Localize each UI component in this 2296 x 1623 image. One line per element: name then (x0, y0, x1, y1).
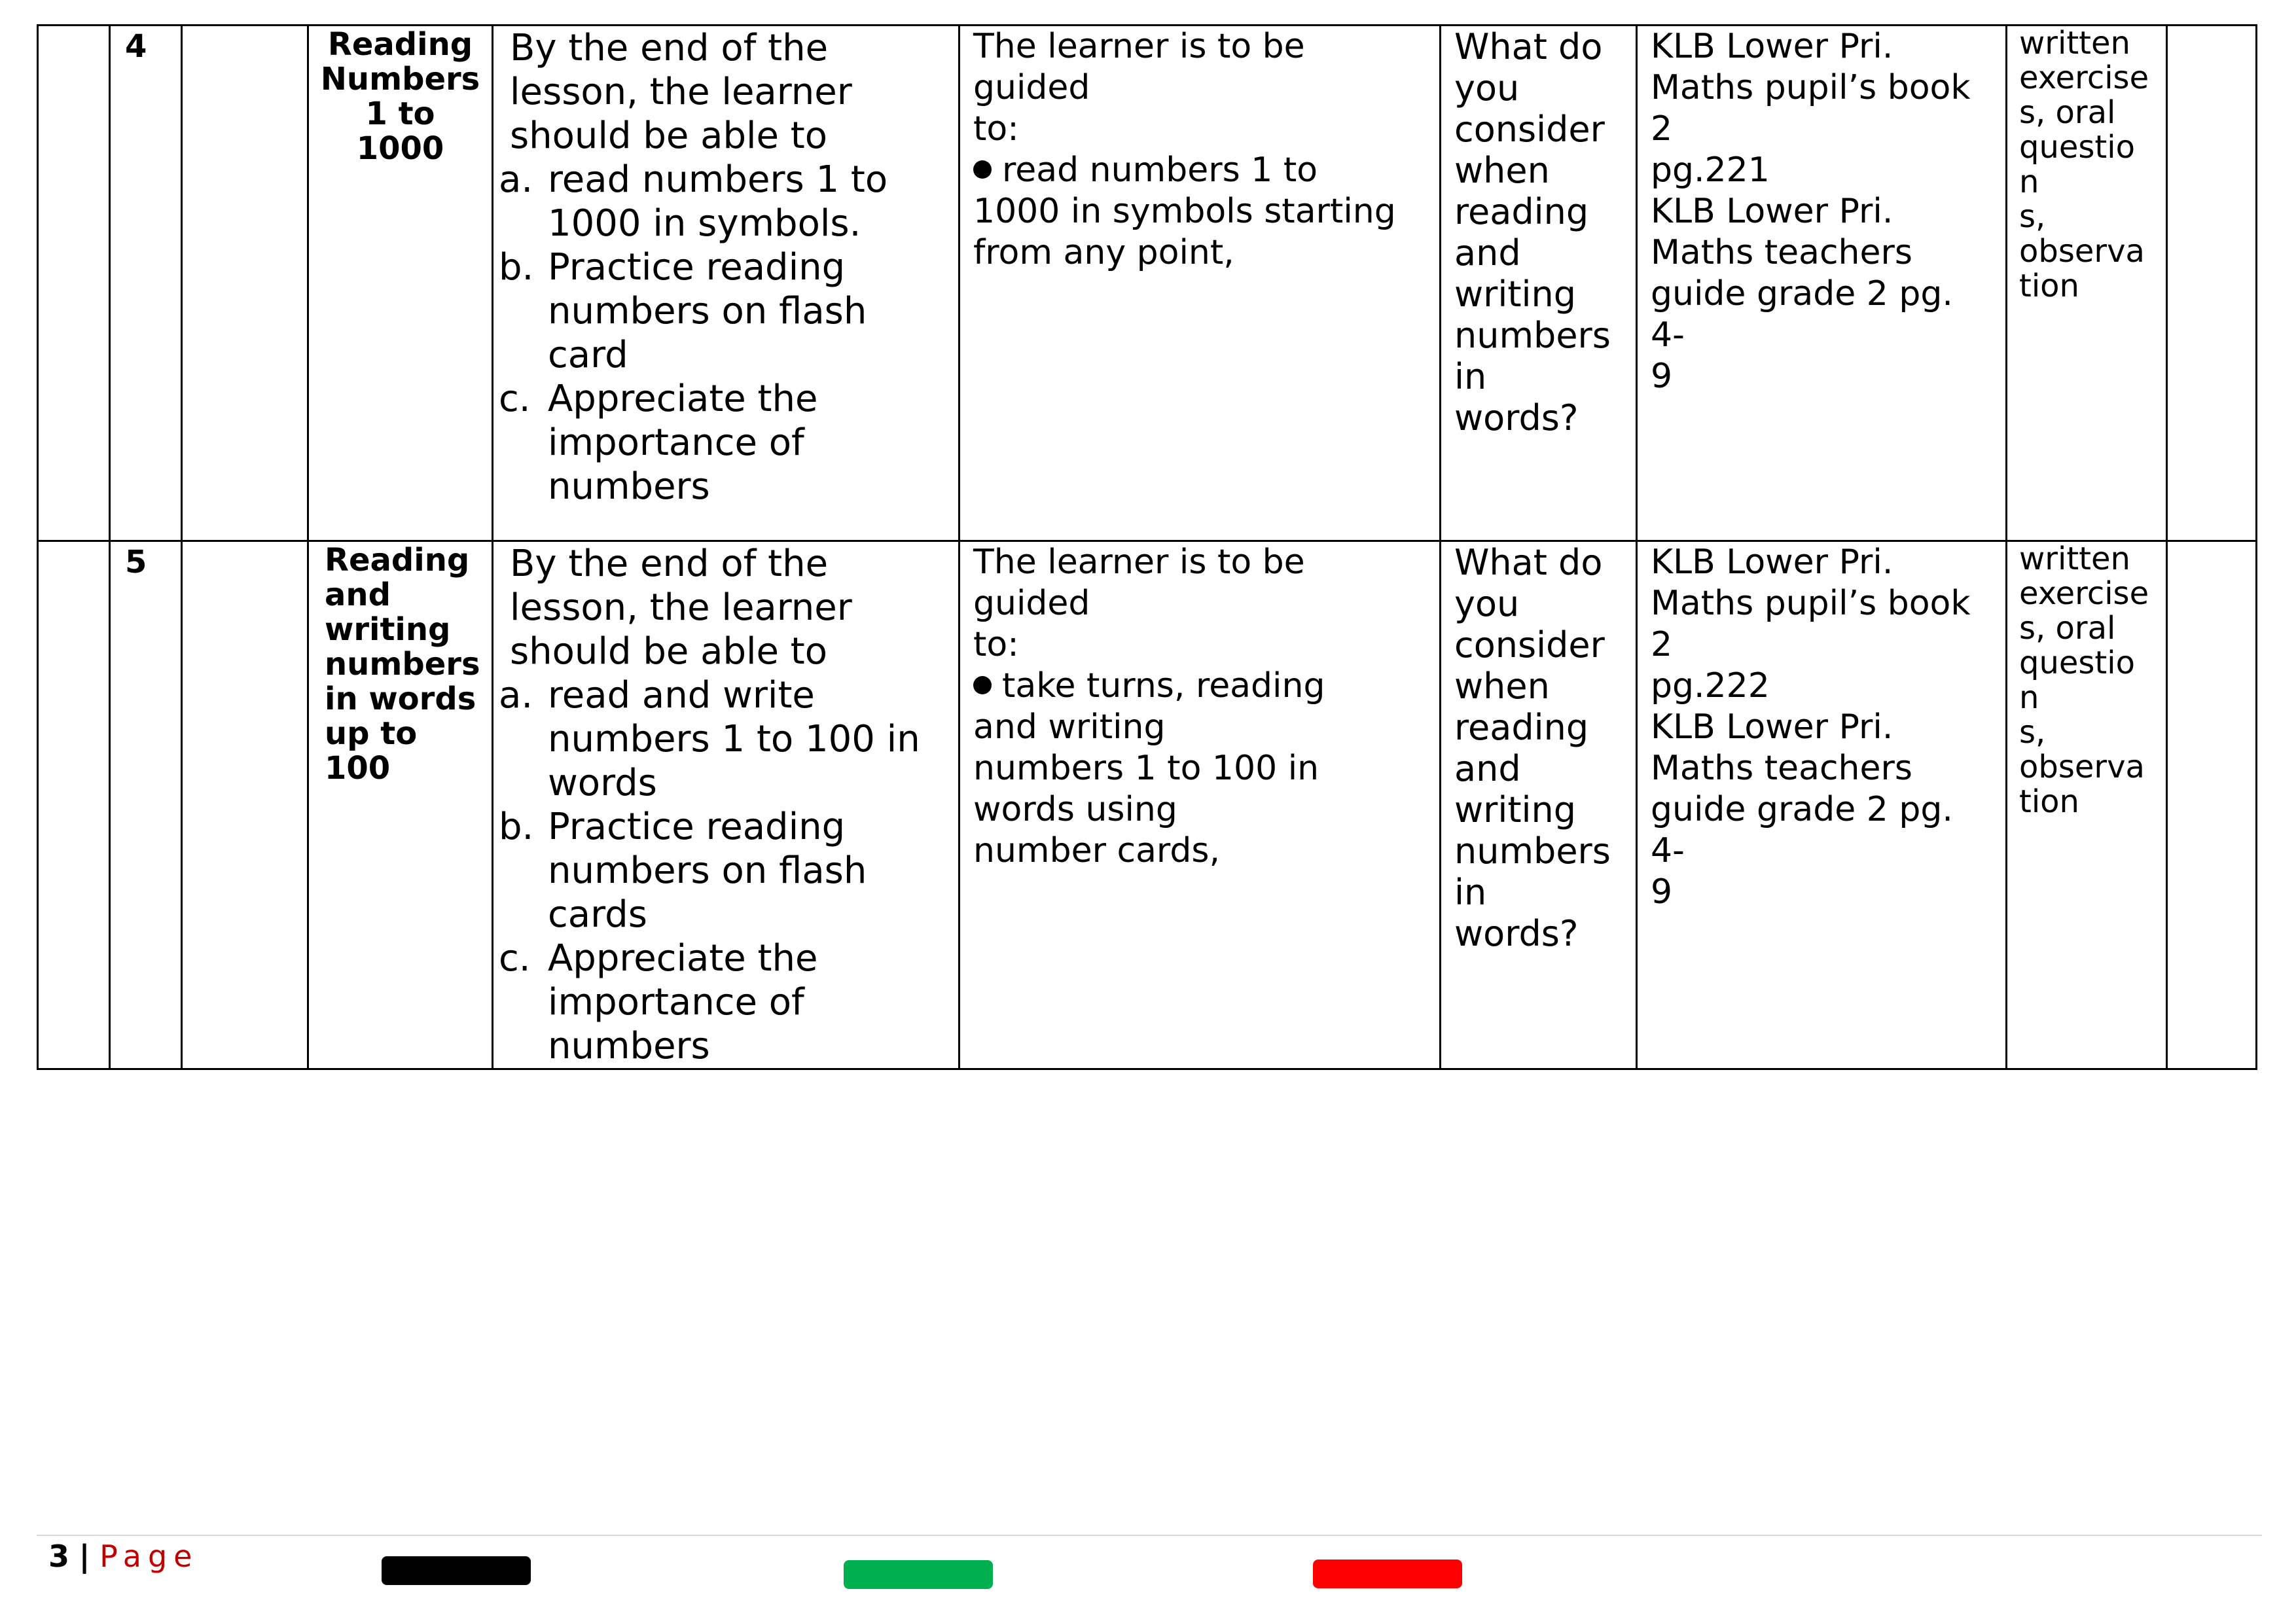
topic-line: 100 (325, 750, 391, 787)
assessment-methods (2007, 542, 2166, 819)
inquiry-line: in (1454, 872, 1487, 913)
topic-line: Numbers (320, 61, 480, 98)
experience-bullet (973, 150, 1429, 191)
resources-cell (1637, 26, 2007, 541)
assessment-line: s, (2019, 198, 2046, 235)
week-number: 4 (125, 28, 147, 65)
week-cell (110, 26, 182, 541)
experience-line: read numbers 1 to (1002, 151, 1318, 190)
remarks-cell (2167, 26, 2257, 541)
learning-outcomes-cell (493, 26, 960, 541)
outcome-list (499, 158, 958, 508)
assessment-line: observa (2019, 749, 2145, 785)
page-number: 3 (48, 1539, 70, 1574)
assessment-line: s, oral (2019, 610, 2116, 647)
inquiry-line: and (1454, 232, 1521, 274)
inquiry-line: you (1454, 67, 1520, 109)
inquiry-line: words? (1454, 397, 1579, 438)
outcome-line: 1000 in symbols. (548, 202, 861, 245)
inquiry-question (1441, 542, 1636, 954)
inquiry-line: What do (1454, 542, 1603, 583)
week-cell (110, 541, 182, 1069)
outcome-line: importance of (548, 421, 804, 464)
assessment-line: exercise (2019, 575, 2149, 612)
resource-line: Maths teachers (1651, 749, 1912, 788)
outcome-line: card (548, 334, 628, 376)
list-item (499, 158, 958, 245)
experience-line: The learner is to be guided (973, 27, 1305, 107)
learning-experiences-cell (960, 541, 1441, 1069)
resource-line: 9 (1651, 872, 1673, 912)
table-row (38, 26, 2257, 541)
resource-line: KLB Lower Pri. (1651, 27, 1893, 66)
resource-line: Maths pupil’s book 2 (1651, 584, 1971, 664)
list-marker: b. (499, 246, 534, 289)
inquiry-line: What do (1454, 26, 1603, 67)
inquiry-question (1441, 26, 1636, 438)
experience-line: number cards, (973, 831, 1221, 870)
topic-line: numbers (325, 646, 480, 683)
assessment-methods (2007, 26, 2166, 304)
outcome-line: read numbers 1 to (548, 158, 888, 201)
outcome-line: Practice reading (548, 806, 846, 848)
page-label: Page (99, 1539, 199, 1574)
outcome-lead-line: should be able to (510, 630, 828, 673)
outcome-lead-line: lesson, the learner (510, 71, 852, 113)
outcome-line: numbers (548, 1025, 710, 1067)
assessment-line: tion (2019, 268, 2079, 304)
footer-bar-green (844, 1560, 993, 1589)
assessment-line: s, (2019, 714, 2046, 751)
experience-line: numbers 1 to 100 in (973, 749, 1319, 788)
topic-line: writing (325, 611, 451, 648)
assessment-line: observa (2019, 233, 2145, 270)
learning-outcomes (493, 542, 958, 1068)
page-footer (48, 1538, 198, 1575)
outcome-lead-line: should be able to (510, 115, 828, 157)
learning-experiences (960, 542, 1439, 872)
inquiry-line: writing (1454, 789, 1577, 830)
topic-line: 1000 (356, 130, 444, 167)
outcome-line: numbers on flash (548, 290, 867, 332)
list-item (499, 245, 958, 377)
experience-bullet (973, 666, 1429, 707)
assessment-cell (2007, 541, 2167, 1069)
blank-cell (182, 26, 308, 541)
inquiry-line: you (1454, 583, 1520, 624)
resource-line: Maths teachers (1651, 233, 1912, 272)
outcome-line: numbers 1 to 100 in (548, 718, 920, 760)
topic-cell (308, 26, 493, 541)
experience-line: 1000 in symbols starting (973, 192, 1396, 231)
inquiry-line: words? (1454, 913, 1579, 954)
topic-text (309, 26, 492, 168)
experience-line: from any point, (973, 233, 1234, 272)
learning-outcomes (493, 26, 958, 508)
inquiry-line: numbers (1454, 830, 1611, 872)
resource-line: Maths pupil’s book 2 (1651, 68, 1971, 149)
list-marker: c. (499, 937, 531, 980)
inquiry-question-cell (1441, 26, 1637, 541)
inquiry-line: consider (1454, 624, 1605, 666)
inquiry-question-cell (1441, 541, 1637, 1069)
footer-separator: | (79, 1539, 90, 1574)
inquiry-line: writing (1454, 274, 1577, 315)
inquiry-line: numbers (1454, 315, 1611, 356)
topic-line: Reading (325, 542, 470, 579)
outcome-line: Appreciate the (548, 378, 818, 420)
topic-line: Reading (327, 26, 473, 63)
outcome-line: numbers on flash (548, 849, 867, 892)
experience-line: and writing (973, 707, 1166, 747)
list-marker: c. (499, 378, 531, 420)
assessment-line: question (2019, 129, 2135, 200)
inquiry-line: and (1454, 748, 1521, 789)
resource-line: KLB Lower Pri. (1651, 543, 1893, 582)
outcome-lead-line: By the end of the (510, 27, 829, 69)
outcome-line: Practice reading (548, 246, 846, 289)
inquiry-line: in (1454, 356, 1487, 397)
topic-line: 1 to (365, 96, 435, 132)
table-row (38, 541, 2257, 1069)
resource-line: guide grade 2 pg. 4- (1651, 274, 1953, 355)
scheme-of-work-table (37, 24, 2257, 1070)
outcome-lead-line: By the end of the (510, 543, 829, 585)
resource-line: pg.221 (1651, 151, 1770, 190)
week-number: 5 (125, 544, 147, 580)
blank-cell (38, 541, 110, 1069)
experience-line: take turns, reading (1002, 666, 1325, 705)
inquiry-line: when (1454, 150, 1550, 191)
outcome-line: Appreciate the (548, 937, 818, 980)
assessment-cell (2007, 26, 2167, 541)
bullet-icon (973, 676, 992, 694)
assessment-line: tion (2019, 783, 2079, 820)
outcome-line: read and write (548, 674, 815, 717)
experience-line: to: (973, 625, 1019, 664)
resource-line: pg.222 (1651, 666, 1770, 705)
footer-bar-red (1313, 1560, 1462, 1588)
footer-divider (37, 1535, 2262, 1536)
learning-experiences-cell (960, 26, 1441, 541)
outcome-line: importance of (548, 981, 804, 1024)
list-marker: a. (499, 674, 533, 717)
learning-outcomes-cell (493, 541, 960, 1069)
topic-text (309, 542, 492, 787)
inquiry-line: reading (1454, 191, 1589, 232)
outcome-lead-line: lesson, the learner (510, 586, 852, 629)
assessment-line: question (2019, 645, 2135, 716)
topic-line: in words (325, 681, 476, 717)
learning-resources (1638, 26, 2005, 397)
resource-line: guide grade 2 pg. 4- (1651, 790, 1953, 870)
topic-line: up to (325, 715, 418, 752)
inquiry-line: reading (1454, 707, 1589, 748)
learning-resources (1638, 542, 2005, 913)
list-marker: a. (499, 158, 533, 201)
assessment-line: written (2019, 541, 2130, 577)
resource-line: 9 (1651, 357, 1673, 396)
resource-line: KLB Lower Pri. (1651, 707, 1893, 747)
topic-line: and (325, 577, 391, 613)
footer-bar-black (382, 1556, 531, 1585)
assessment-line: written (2019, 25, 2130, 62)
experience-line: to: (973, 109, 1019, 149)
outcome-line: cards (548, 893, 647, 936)
assessment-line: exercise (2019, 60, 2149, 96)
resources-cell (1637, 541, 2007, 1069)
resource-line: KLB Lower Pri. (1651, 192, 1893, 231)
outcome-line: words (548, 762, 657, 804)
list-item (499, 936, 958, 1068)
outcome-line: numbers (548, 465, 710, 508)
inquiry-line: consider (1454, 109, 1605, 150)
blank-cell (182, 541, 308, 1069)
experience-line: words using (973, 790, 1177, 829)
assessment-line: s, oral (2019, 94, 2116, 131)
learning-experiences (960, 26, 1439, 274)
inquiry-line: when (1454, 666, 1550, 707)
outcome-list (499, 673, 958, 1068)
list-item (499, 673, 958, 805)
list-marker: b. (499, 806, 534, 848)
topic-cell (308, 541, 493, 1069)
list-item (499, 377, 958, 508)
blank-cell (38, 26, 110, 541)
remarks-cell (2167, 541, 2257, 1069)
experience-line: The learner is to be guided (973, 543, 1305, 623)
list-item (499, 805, 958, 936)
bullet-icon (973, 160, 992, 179)
